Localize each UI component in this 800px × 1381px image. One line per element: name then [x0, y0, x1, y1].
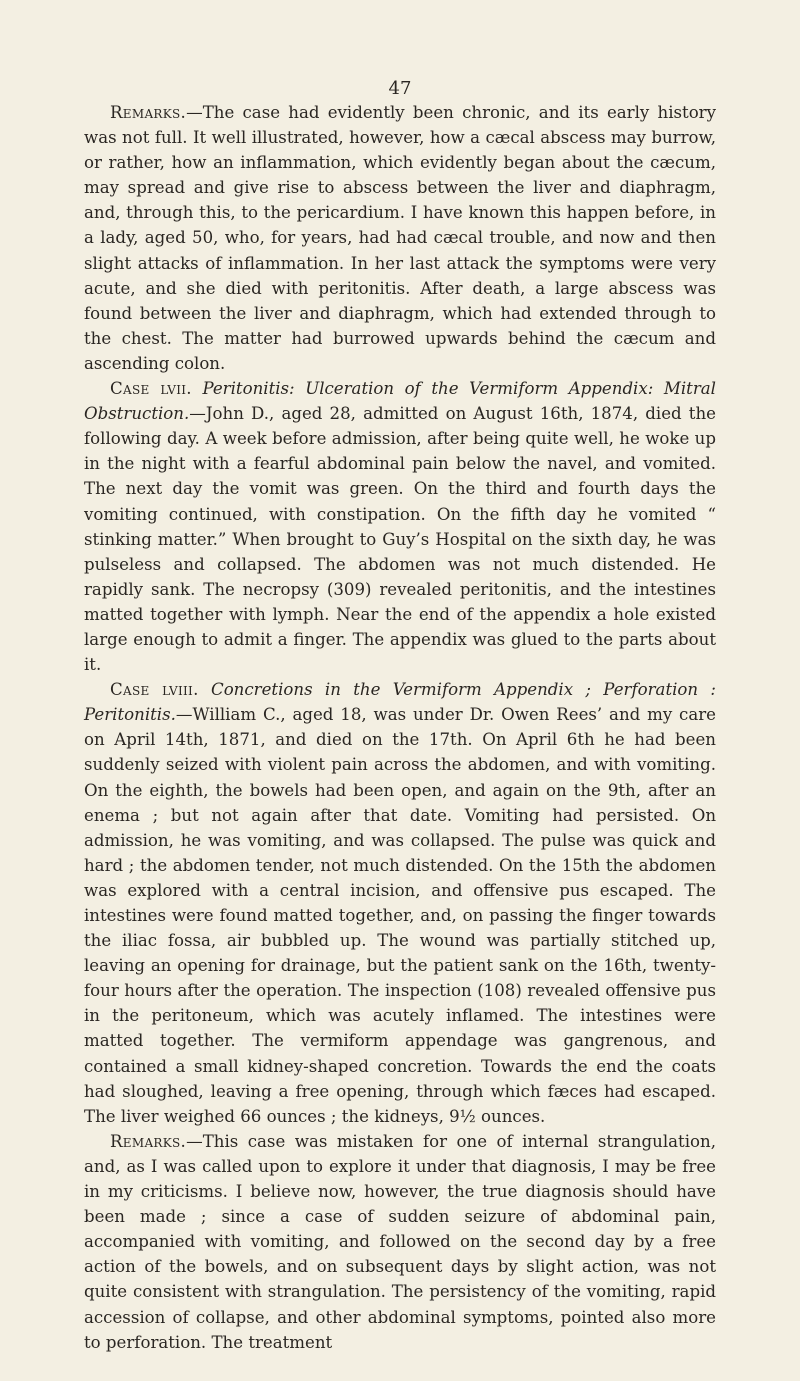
- paragraph-remarks-1: [84, 100, 716, 376]
- remarks-heading: Remarks.: [110, 1131, 187, 1151]
- paragraph-case-58: [84, 677, 716, 1129]
- remarks-text: —The case had evidently been chronic, and its early history was not full. It well illustrated, however, how a cæcal abscess may burrow, or rather, how an inflammation, which evidently began about the cæcum, may spread and give rise to abscess between the liver and diaphragm, and, through this, to the pericardium. I have known this happen before, in a lady, aged 50, who, for years, had had cæcal trouble, and now and then slight attacks of inflammation. In her last attack the symptoms were very acute, and she died with peritonitis. After death, a large abscess was found between the liver and diaphragm, which had extended through to the chest. The matter had burrowed upwards behind the cæcum and ascending colon.: [84, 103, 716, 373]
- paragraph-remarks-2: [84, 1129, 716, 1355]
- case-text: —John D., aged 28, admitted on August 16th, 1874, died the following day. A week before admission, after being quite well, he woke up in the night with a fearful abdominal pain below the navel, and vomited. The next day the vomit was green. On the third and fourth days the vomiting continued, with constipation. On the fifth day he vomited “ stinking matter.” When brought to Guy’s Hospital on the sixth day, he was pulseless and collapsed. The abdomen was not much distended. He rapidly sank. The necropsy (309) revealed peritonitis, and the intestines matted together with lymph. Near the end of the appendix a hole existed large enough to admit a finger. The appendix was glued to the parts about it.: [84, 404, 716, 675]
- case-title: Concretions in the Vermiform Appendix ; Perforation : Peritonitis.: [84, 680, 716, 725]
- remarks-heading: Remarks.: [110, 103, 187, 122]
- page-number: 47: [388, 78, 412, 99]
- case-text: —William C., aged 18, was under Dr. Owen Rees’ and my care on April 14th, 1871, and died on the 17th. On April 6th he had been suddenly seized with violent pain across the abdomen, and with vomiting. On the eighth, the bowels had been open, and again on the 9th, after an enema ; but not again after that date. Vomiting had persisted. On admission, he was vomiting, and was collapsed. The pulse was quick and hard ; the abdomen tender, not much distended. On the 15th the abdomen was explored with a central incision, and offensive pus escaped. The intestines were found matted together, and, on passing the finger towards the iliac fossa, air bubbled up. The wound was partially stitched up, leaving an opening for drainage, but the patient sank on the 16th, twenty-four hours after the operation. The inspection (108) revealed offensive pus in the peritoneum, which was acutely inflamed. The intestines were matted together. The vermiform appendage was gangrenous, and contained a small kidney-shaped concretion. Towards the end the coats had sloughed, leaving a free opening, through which fæces had escaped. The liver weighed 66 ounces ; the kidneys, 9½ ounces.: [84, 705, 716, 1126]
- case-heading: Case lvii.: [110, 379, 192, 399]
- body-text: [84, 100, 716, 1355]
- remarks-text: —This case was mistaken for one of internal strangulation, and, as I was called upon to explore it under that diagnosis, I may be free in my criticisms. I believe now, however, the true diagnosis should have been made ; since a case of sudden seizure of abdominal pain, accompanied with vomiting, and followed on the second day by a free action of the bowels, and on subsequent days by slight action, was not quite consistent with strangulation. The persistency of the vomiting, rapid accession of collapse, and other abdominal symptoms, pointed also more to perforation. The treatment: [84, 1131, 716, 1352]
- case-title: Peritonitis: Ulceration of the Vermiform Appendix: Mitral Obstruction.: [84, 379, 716, 424]
- paragraph-case-57: [84, 376, 716, 677]
- case-heading: Case lviii.: [110, 680, 199, 700]
